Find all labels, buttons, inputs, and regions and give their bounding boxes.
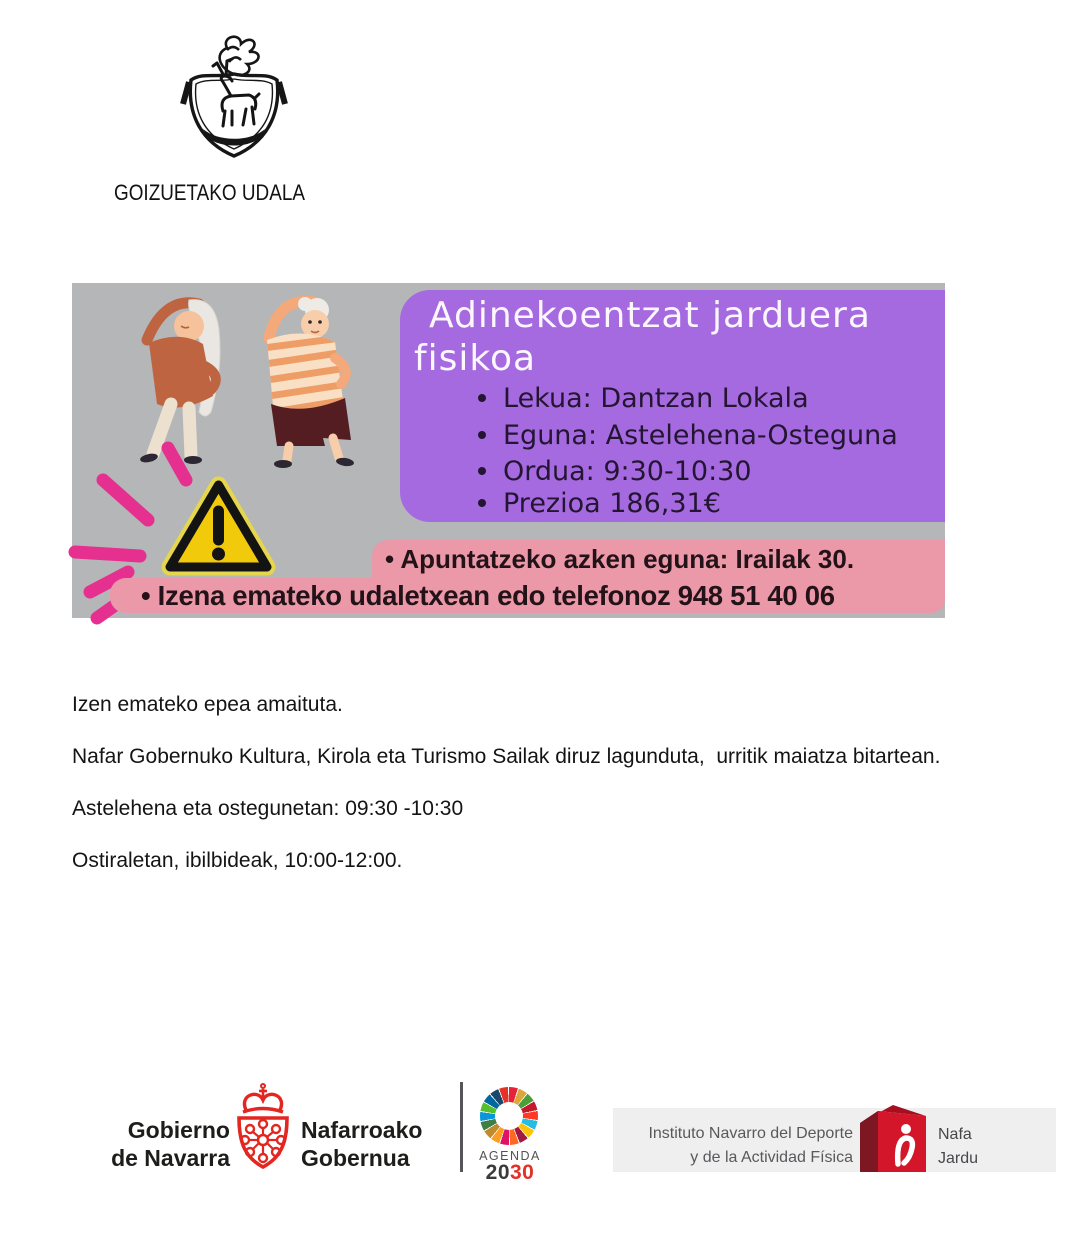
detail-ordua-text: Ordua: 9:30-10:30 xyxy=(503,455,752,487)
indaf-basque-line1: Nafa xyxy=(938,1126,972,1143)
indaf-line1: Instituto Navarro del Deporte xyxy=(648,1125,853,1142)
deadline-notice: • Apuntatzeko azken eguna: Irailak 30. xyxy=(372,540,945,578)
detail-eguna-text: Eguna: Astelehena-Osteguna xyxy=(503,419,898,451)
sdg-wheel-icon xyxy=(480,1087,538,1145)
indaf-cube-icon xyxy=(856,1102,928,1172)
gobierno-line2: de Navarra xyxy=(111,1145,230,1171)
gobierno-line1: Gobierno xyxy=(127,1117,230,1143)
bullet-dot-icon xyxy=(478,394,486,402)
agenda-year-right: 30 xyxy=(510,1161,535,1184)
indaf-wordmark xyxy=(620,1122,853,1170)
paragraph-fridays: Ostiraletan, ibilbideak, 10:00-12:00. xyxy=(72,849,403,872)
sdg-wheel-hole xyxy=(495,1102,523,1130)
goizueta-coat-of-arms-icon xyxy=(183,30,285,164)
municipality-name: GOIZUETAKO UDALA xyxy=(114,180,305,205)
navarra-emblem-icon xyxy=(234,1082,292,1170)
agenda-year xyxy=(470,1161,550,1184)
detail-prezioa xyxy=(478,488,721,518)
paragraph-registration-closed: Izen emateko epea amaituta. xyxy=(72,693,343,716)
indaf-line2: y de la Actividad Física xyxy=(690,1149,853,1166)
poster-title xyxy=(414,294,934,380)
bullet-dot-icon xyxy=(478,499,486,507)
activity-poster xyxy=(72,283,945,618)
bullet-dot-icon xyxy=(478,467,486,475)
agenda-year-left: 20 xyxy=(485,1161,510,1184)
detail-ordua xyxy=(478,456,752,486)
poster-title-line2: fisikoa xyxy=(414,338,537,379)
footer-divider xyxy=(460,1082,463,1172)
warning-triangle-icon xyxy=(170,485,267,567)
paragraph-schedule: Astelehena eta ostegunetan: 09:30 -10:30 xyxy=(72,797,464,820)
detail-prezioa-text: Prezioa 186,31€ xyxy=(503,487,721,519)
indaf-basque-line2: Jardu xyxy=(938,1150,979,1167)
nafarroako-line2: Gobernua xyxy=(301,1145,410,1171)
announcement-text xyxy=(72,694,972,902)
indaf-basque-wordmark xyxy=(938,1123,1068,1171)
detail-eguna xyxy=(478,420,898,450)
paragraph-funding: Nafar Gobernuko Kultura, Kirola eta Turismo Sailak diruz lagunduta, urritik maiatza bitartean. xyxy=(72,745,941,768)
gobierno-de-navarra-wordmark xyxy=(95,1116,230,1172)
nafarroako-gobernua-wordmark xyxy=(301,1116,461,1172)
signup-notice: • Izena emateko udaletxean edo telefonoz 948 51 40 06 xyxy=(110,578,945,613)
nafarroako-line1: Nafarroako xyxy=(301,1117,423,1143)
bullet-dot-icon xyxy=(478,431,486,439)
poster-title-line1: Adinekoentzat jarduera xyxy=(429,295,871,336)
detail-lekua-text: Lekua: Dantzan Lokala xyxy=(503,382,809,414)
agenda-label: AGENDA xyxy=(479,1149,541,1163)
detail-lekua xyxy=(478,383,809,413)
